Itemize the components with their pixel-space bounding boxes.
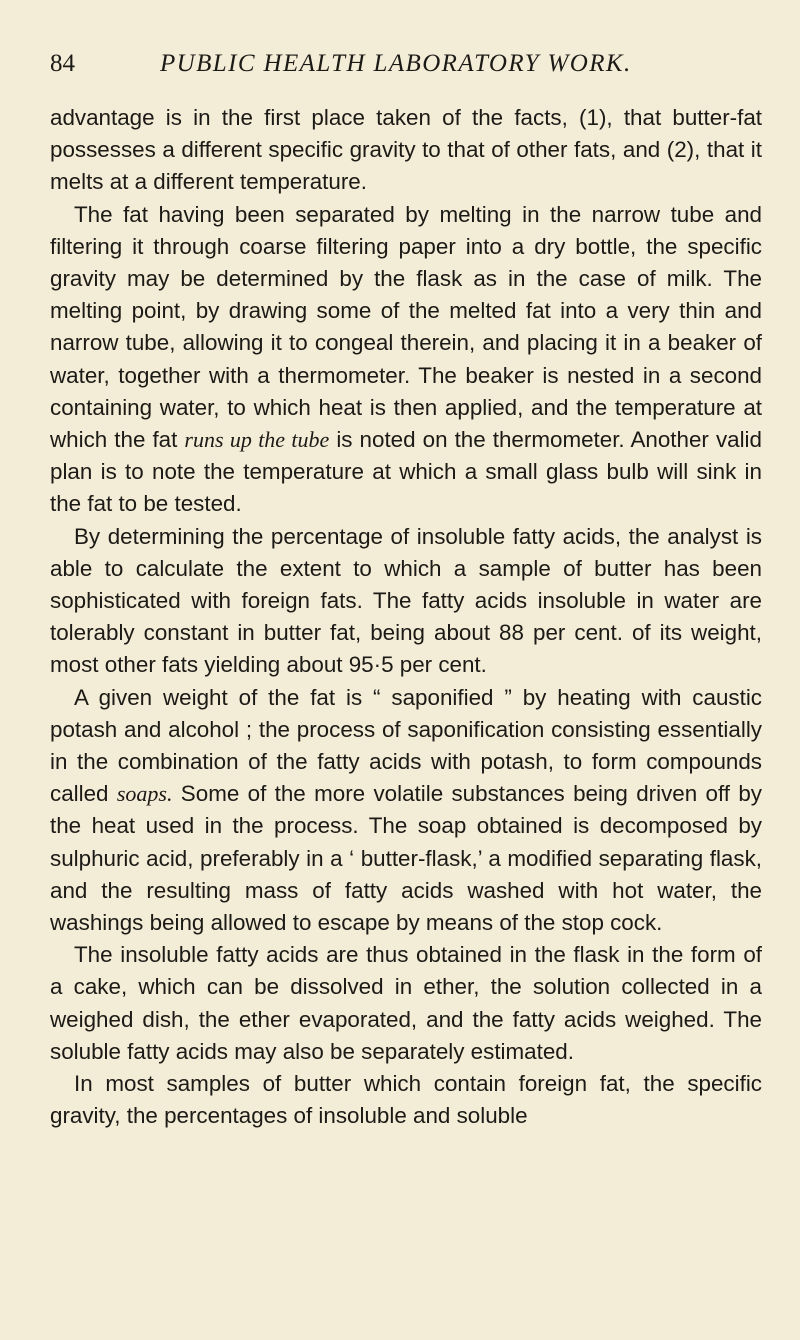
paragraph-text: Some of the more volatile substances being driven off by the heat used in the process. The soap obtained is decomposed by sulphuric acid, preferably in a ‘ butter-flask,’ a modified separating flask, and the resulting mass of fatty acids washed with hot water, the washings being allowed to escape by means of the stop cock. bbox=[50, 781, 762, 936]
paragraph-text: In most samples of butter which contain foreign fat, the specific gravity, the percentages of insoluble and soluble bbox=[50, 1071, 762, 1129]
page-header bbox=[50, 50, 770, 90]
italic-word: soaps. bbox=[116, 781, 173, 807]
paragraph-5 bbox=[50, 939, 762, 1068]
paragraph-text: The fat having been separated by melting in the narrow tube and filtering it through coarse filtering paper into a dry bottle, the specific gravity may be determined by the flask as in the case of milk. The melting point, by drawing some of the melted fat into a very thin and narrow tube, allowing it to congeal therein, and placing it in a beaker of water, together with a thermometer. The beaker is nested in a second containing water, to which heat is then applied, and the temperature at which the fat bbox=[50, 201, 762, 453]
paragraph-2 bbox=[50, 199, 762, 521]
paragraph-text: advantage is in the first place taken of the facts, (1), that butter-fat possesses a different specific gravity to that of other fats, and (2), that it melts at a different temperature. bbox=[50, 105, 762, 195]
paragraph-6 bbox=[50, 1068, 762, 1132]
paragraph-text: A given weight of the fat is “ saponified ” by heating with caustic potash and alcohol ; the process of saponification consisting essentially in the combination of the fatty acids with potash, to form compounds called bbox=[50, 684, 762, 807]
paragraph-text: By determining the percentage of insoluble fatty acids, the analyst is able to calculate the extent to which a sample of butter has been sophisticated with foreign fats. The fatty acids insoluble in water are tolerably constant in butter fat, being about 88 per cent. of its weight, most other fats yielding about 95·5 per cent. bbox=[50, 523, 762, 678]
paragraph-text: is noted on the thermometer. Another valid plan is to note the temperature at which a small glass bulb will sink in the fat to be tested. bbox=[50, 427, 762, 517]
body-text bbox=[50, 102, 762, 1133]
italic-phrase: runs up the tube bbox=[184, 427, 330, 453]
paragraph-3 bbox=[50, 521, 762, 682]
running-title: PUBLIC HEALTH LABORATORY WORK. bbox=[160, 50, 632, 77]
paragraph-1 bbox=[50, 102, 762, 199]
paragraph-4 bbox=[50, 682, 762, 940]
page-number: 84 bbox=[50, 50, 75, 77]
paragraph-text: The insoluble fatty acids are thus obtained in the flask in the form of a cake, which can be dissolved in ether, the solution collected in a weighed dish, the ether evaporated, and the fatty acids weighed. The soluble fatty acids may also be separately estimated. bbox=[50, 942, 762, 1064]
